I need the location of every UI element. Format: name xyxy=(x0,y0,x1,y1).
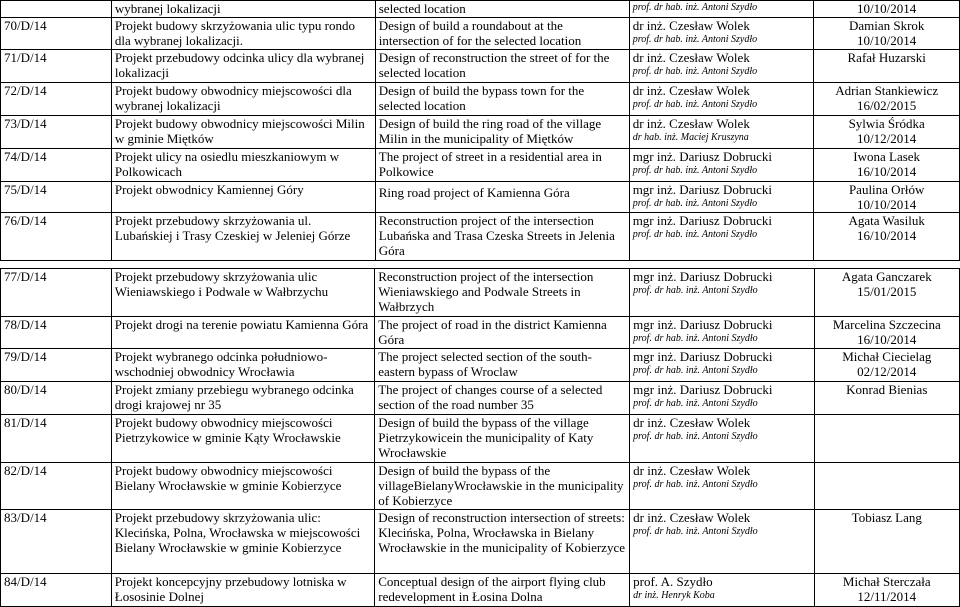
student-name: Adrian Stankiewicz xyxy=(835,83,939,98)
assignment-date: 16/10/2014 xyxy=(857,228,917,243)
assignment-date: 16/10/2014 xyxy=(857,332,917,347)
supervisor: mgr inż. Dariusz Dobrucki xyxy=(632,149,773,164)
cell-student xyxy=(814,50,960,83)
student-name: Sylwia Śródka xyxy=(848,116,925,131)
assignment-date: 10/10/2014 xyxy=(857,33,917,48)
cell-title-en xyxy=(375,510,630,574)
co-supervisor: dr hab. inż. Maciej Kruszyna xyxy=(632,132,749,143)
assignment-date: 12/11/2014 xyxy=(857,589,917,604)
cell-student xyxy=(814,116,960,149)
cell-id xyxy=(1,83,112,116)
table-row xyxy=(1,116,960,149)
cell-supervisor xyxy=(629,83,814,116)
table-row xyxy=(1,18,960,50)
supervisor: mgr inż. Dariusz Dobrucki xyxy=(632,182,773,197)
cell-title-en xyxy=(375,382,630,415)
topic-id: 84/D/14 xyxy=(4,574,47,589)
cell-student xyxy=(814,317,959,349)
title-english: Design of build the bypass of the villageBielanyWrocławskie in the municipality of Kobierzyce xyxy=(378,463,624,508)
table-row xyxy=(1,213,960,261)
student-name: Tobiasz Lang xyxy=(851,510,922,525)
table-row xyxy=(1,317,960,349)
cell-student xyxy=(814,415,959,463)
cell-title-en xyxy=(375,349,630,382)
title-english: Design of build the bypass town for the selected location xyxy=(378,83,585,113)
cell-title-en xyxy=(375,415,630,463)
table-row xyxy=(1,1,960,18)
cell-student xyxy=(814,213,960,261)
student-name: Paulina Orłów xyxy=(848,182,925,197)
cell-title-pl xyxy=(111,1,375,18)
cell-title-pl xyxy=(111,415,374,463)
topic-id: 76/D/14 xyxy=(4,213,47,228)
table-row xyxy=(1,269,960,317)
cell-student xyxy=(814,182,960,213)
cell-title-en xyxy=(375,1,629,18)
title-polish: Projekt przebudowy skrzyżowania ulic: Klecińska, Polna, Wrocławska w miejscowości Bielany Wrocławskie w gminie Kobierzyce xyxy=(114,510,361,555)
cell-supervisor xyxy=(629,50,814,83)
title-polish: Projekt koncepcyjny przebudowy lotniska w Łososinie Dolnej xyxy=(114,574,347,604)
cell-supervisor xyxy=(629,213,814,261)
assignment-date: 02/12/2014 xyxy=(857,364,917,379)
table-row xyxy=(1,574,960,607)
cell-title-pl xyxy=(111,317,374,349)
co-supervisor: prof. dr hab. inż. Antoni Szydło xyxy=(632,34,758,45)
table-row xyxy=(1,382,960,415)
student-name: Michał Sterczała xyxy=(842,574,931,589)
title-polish: Projekt przebudowy odcinka ulicy dla wybranej lokalizacji xyxy=(114,50,365,80)
title-polish: Projekt przebudowy skrzyżowania ul. Lubańskiej i Trasy Czeskiej w Jeleniej Górze xyxy=(114,213,351,243)
supervisor: dr inż. Czesław Wolek xyxy=(633,510,751,525)
cell-id xyxy=(1,1,112,18)
cell-title-en xyxy=(375,317,630,349)
cell-student xyxy=(814,1,960,18)
cell-id xyxy=(1,149,112,182)
cell-supervisor xyxy=(630,415,814,463)
topic-id: 77/D/14 xyxy=(4,269,47,284)
cell-id xyxy=(1,510,112,574)
supervisor: mgr inż. Dariusz Dobrucki xyxy=(633,269,773,284)
cell-id xyxy=(1,463,112,510)
student-name: Konrad Bienias xyxy=(846,382,928,397)
topic-id: 74/D/14 xyxy=(4,149,47,164)
cell-supervisor xyxy=(629,1,814,18)
table-row xyxy=(1,415,960,463)
cell-title-en xyxy=(375,83,629,116)
title-english: Design of build a roundabout at the intersection of for the selected location xyxy=(378,18,582,48)
cell-id xyxy=(1,349,112,382)
supervisor: mgr inż. Dariusz Dobrucki xyxy=(633,317,773,332)
title-polish: Projekt budowy obwodnicy miejscowości Pietrzykowice w gminie Kąty Wrocławskie xyxy=(114,415,341,445)
title-polish: Projekt ulicy na osiedlu mieszkaniowym w Polkowicach xyxy=(114,149,340,179)
title-polish: Projekt budowy obwodnicy miejscowości Milin w gminie Miętków xyxy=(114,116,365,146)
thesis-table-bottom xyxy=(0,268,960,607)
cell-id xyxy=(1,182,112,213)
title-english: Reconstruction project of the intersection Lubańska and Trasa Czeska Streets in Jelenia Góra xyxy=(378,213,615,258)
supervisor: prof. A. Szydło xyxy=(633,574,713,589)
supervisor: dr inż. Czesław Wolek xyxy=(632,50,750,65)
cell-title-en xyxy=(375,213,629,261)
cell-title-en xyxy=(375,149,629,182)
cell-title-en xyxy=(375,182,629,213)
cell-supervisor xyxy=(630,574,814,607)
title-english: The project of road in the district Kamienna Góra xyxy=(378,317,607,347)
cell-student xyxy=(814,463,959,510)
cell-student xyxy=(814,382,959,415)
table-row xyxy=(1,149,960,182)
cell-title-pl xyxy=(111,463,374,510)
title-polish: Projekt wybranego odcinka południowo-wschodniej obwodnicy Wrocławia xyxy=(114,349,328,379)
title-polish: Projekt obwodnicy Kamiennej Góry xyxy=(114,182,304,197)
co-supervisor: prof. dr hab. inż. Antoni Szydło xyxy=(633,365,758,376)
cell-supervisor xyxy=(630,317,814,349)
title-polish: Projekt budowy skrzyżowania ulic typu rondo dla wybranej lokalizacji. xyxy=(114,18,355,48)
cell-id xyxy=(1,18,112,50)
student-name: Rafał Huzarski xyxy=(847,50,926,65)
co-supervisor: prof. dr hab. inż. Antoni Szydło xyxy=(632,99,758,110)
topic-id: 73/D/14 xyxy=(4,116,47,131)
cell-title-pl xyxy=(111,50,375,83)
cell-title-pl xyxy=(111,510,374,574)
co-supervisor: prof. dr hab. inż. Antoni Szydło xyxy=(633,431,758,442)
cell-id xyxy=(1,213,112,261)
cell-supervisor xyxy=(629,18,814,50)
cell-title-en xyxy=(375,50,629,83)
co-supervisor: prof. dr hab. inż. Antoni Szydło xyxy=(632,66,758,77)
title-english: The project of changes course of a selected section of the road number 35 xyxy=(378,382,603,412)
cell-student xyxy=(814,269,959,317)
table-row xyxy=(1,349,960,382)
table-row xyxy=(1,50,960,83)
cell-id xyxy=(1,317,112,349)
cell-id xyxy=(1,50,112,83)
cell-supervisor xyxy=(630,269,814,317)
assignment-date: 15/01/2015 xyxy=(857,284,917,299)
cell-id xyxy=(1,382,112,415)
supervisor: dr inż. Czesław Wolek xyxy=(633,463,751,478)
co-supervisor: prof. dr hab. inż. Antoni Szydło xyxy=(633,479,758,490)
supervisor: dr inż. Czesław Wolek xyxy=(632,83,750,98)
student-name: Marcelina Szczecina xyxy=(832,317,941,332)
assignment-date: 16/10/2014 xyxy=(857,164,917,179)
assignment-date: 10/10/2014 xyxy=(857,1,917,16)
cell-title-pl xyxy=(111,574,374,607)
table-row xyxy=(1,463,960,510)
table-row xyxy=(1,182,960,213)
cell-student xyxy=(814,510,959,574)
title-english: The project selected section of the south-eastern bypass of Wroclaw xyxy=(378,349,592,379)
co-supervisor: prof. dr hab. inż. Antoni Szydło xyxy=(633,526,758,537)
supervisor: dr inż. Czesław Wolek xyxy=(633,415,751,430)
topic-id: 72/D/14 xyxy=(4,83,47,98)
title-english: Ring road project of Kamienna Góra xyxy=(378,185,570,200)
title-english: Reconstruction project of the intersection Wieniawskiego and Podwale Streets in Wałbrzych xyxy=(378,269,594,314)
table-row xyxy=(1,510,960,574)
student-name: Agata Wasiluk xyxy=(848,213,925,228)
title-polish: Projekt budowy obwodnicy miejscowości dla wybranej lokalizacji xyxy=(114,83,352,113)
supervisor: dr inż. Czesław Wolek xyxy=(632,116,750,131)
cell-title-pl xyxy=(111,382,374,415)
title-polish: Projekt przebudowy skrzyżowania ulic Wieniawskiego i Podwale w Wałbrzychu xyxy=(114,269,329,299)
student-name: Agata Ganczarek xyxy=(841,269,932,284)
cell-title-pl xyxy=(111,269,374,317)
title-english: Conceptual design of the airport flying club redevelopment in Łosina Dolna xyxy=(378,574,606,604)
cell-title-en xyxy=(375,269,630,317)
co-supervisor: prof. dr hab. inż. Antoni Szydło xyxy=(632,229,758,240)
cell-student xyxy=(814,18,960,50)
cell-title-pl xyxy=(111,18,375,50)
cell-supervisor xyxy=(630,463,814,510)
topic-id: 79/D/14 xyxy=(4,349,47,364)
student-name: Michał Ciecielag xyxy=(842,349,932,364)
co-supervisor: prof. dr hab. inż. Antoni Szydło xyxy=(632,165,758,176)
cell-supervisor xyxy=(630,382,814,415)
cell-supervisor xyxy=(630,510,814,574)
cell-title-en xyxy=(375,116,629,149)
topic-id: 75/D/14 xyxy=(4,182,47,197)
title-polish: Projekt drogi na terenie powiatu Kamienna Góra xyxy=(114,317,369,332)
topic-id: 71/D/14 xyxy=(4,50,47,65)
cell-title-pl xyxy=(111,83,375,116)
cell-supervisor xyxy=(629,116,814,149)
title-english: The project of street in a residential area in Polkowice xyxy=(378,149,602,179)
co-supervisor: prof. dr hab. inż. Antoni Szydło xyxy=(632,2,758,13)
supervisor: dr inż. Czesław Wolek xyxy=(632,18,750,33)
cell-student xyxy=(814,574,959,607)
assignment-date: 16/02/2015 xyxy=(857,98,917,113)
topic-id: 81/D/14 xyxy=(4,415,47,430)
co-supervisor: prof. dr hab. inż. Antoni Szydło xyxy=(633,398,758,409)
student-name: Iwona Lasek xyxy=(853,149,921,164)
cell-title-pl xyxy=(111,349,374,382)
cell-supervisor xyxy=(629,182,814,213)
supervisor: mgr inż. Dariusz Dobrucki xyxy=(632,213,773,228)
title-polish: Projekt zmiany przebiegu wybranego odcinka drogi krajowej nr 35 xyxy=(114,382,354,412)
cell-supervisor xyxy=(629,149,814,182)
title-english: Design of build the ring road of the village Milin in the municipality of Miętków xyxy=(378,116,602,146)
topic-id: 78/D/14 xyxy=(4,317,47,332)
cell-id xyxy=(1,574,112,607)
cell-title-en xyxy=(375,574,630,607)
supervisor: mgr inż. Dariusz Dobrucki xyxy=(633,382,773,397)
co-supervisor: prof. dr hab. inż. Antoni Szydło xyxy=(633,333,758,344)
title-polish: Projekt budowy obwodnicy miejscowości Bielany Wrocławskie w gminie Kobierzyce xyxy=(114,463,342,493)
co-supervisor: prof. dr hab. inż. Antoni Szydło xyxy=(633,285,758,296)
cell-title-pl xyxy=(111,149,375,182)
title-polish: wybranej lokalizacji xyxy=(114,1,221,16)
cell-supervisor xyxy=(630,349,814,382)
title-english: Design of reconstruction intersection of streets: Klecińska, Polna, Wrocławska in Bielany Wrocławskie in the municipality of Kobierzyce xyxy=(378,510,625,555)
title-english: Design of build the bypass of the village Pietrzykowicein the municipality of Katy Wrocławskie xyxy=(378,415,594,460)
table-row xyxy=(1,83,960,116)
title-english: selected location xyxy=(378,1,466,16)
cell-id xyxy=(1,269,112,317)
cell-id xyxy=(1,116,112,149)
topic-id: 82/D/14 xyxy=(4,463,47,478)
assignment-date: 10/10/2014 xyxy=(857,197,917,212)
cell-title-en xyxy=(375,463,630,510)
title-english: Design of reconstruction the street of for the selected location xyxy=(378,50,610,80)
cell-title-pl xyxy=(111,182,375,213)
cell-title-en xyxy=(375,18,629,50)
cell-student xyxy=(814,83,960,116)
cell-student xyxy=(814,349,959,382)
cell-student xyxy=(814,149,960,182)
topic-id: 80/D/14 xyxy=(4,382,47,397)
topic-id: 70/D/14 xyxy=(4,18,47,33)
topic-id: 83/D/14 xyxy=(4,510,47,525)
cell-title-pl xyxy=(111,213,375,261)
cell-id xyxy=(1,415,112,463)
assignment-date: 10/12/2014 xyxy=(857,131,917,146)
cell-title-pl xyxy=(111,116,375,149)
co-supervisor: prof. dr hab. inż. Antoni Szydło xyxy=(632,198,758,209)
supervisor: mgr inż. Dariusz Dobrucki xyxy=(633,349,773,364)
student-name: Damian Skrok xyxy=(848,18,925,33)
thesis-table-top xyxy=(0,0,960,261)
co-supervisor: dr inż. Henryk Koba xyxy=(633,590,715,601)
